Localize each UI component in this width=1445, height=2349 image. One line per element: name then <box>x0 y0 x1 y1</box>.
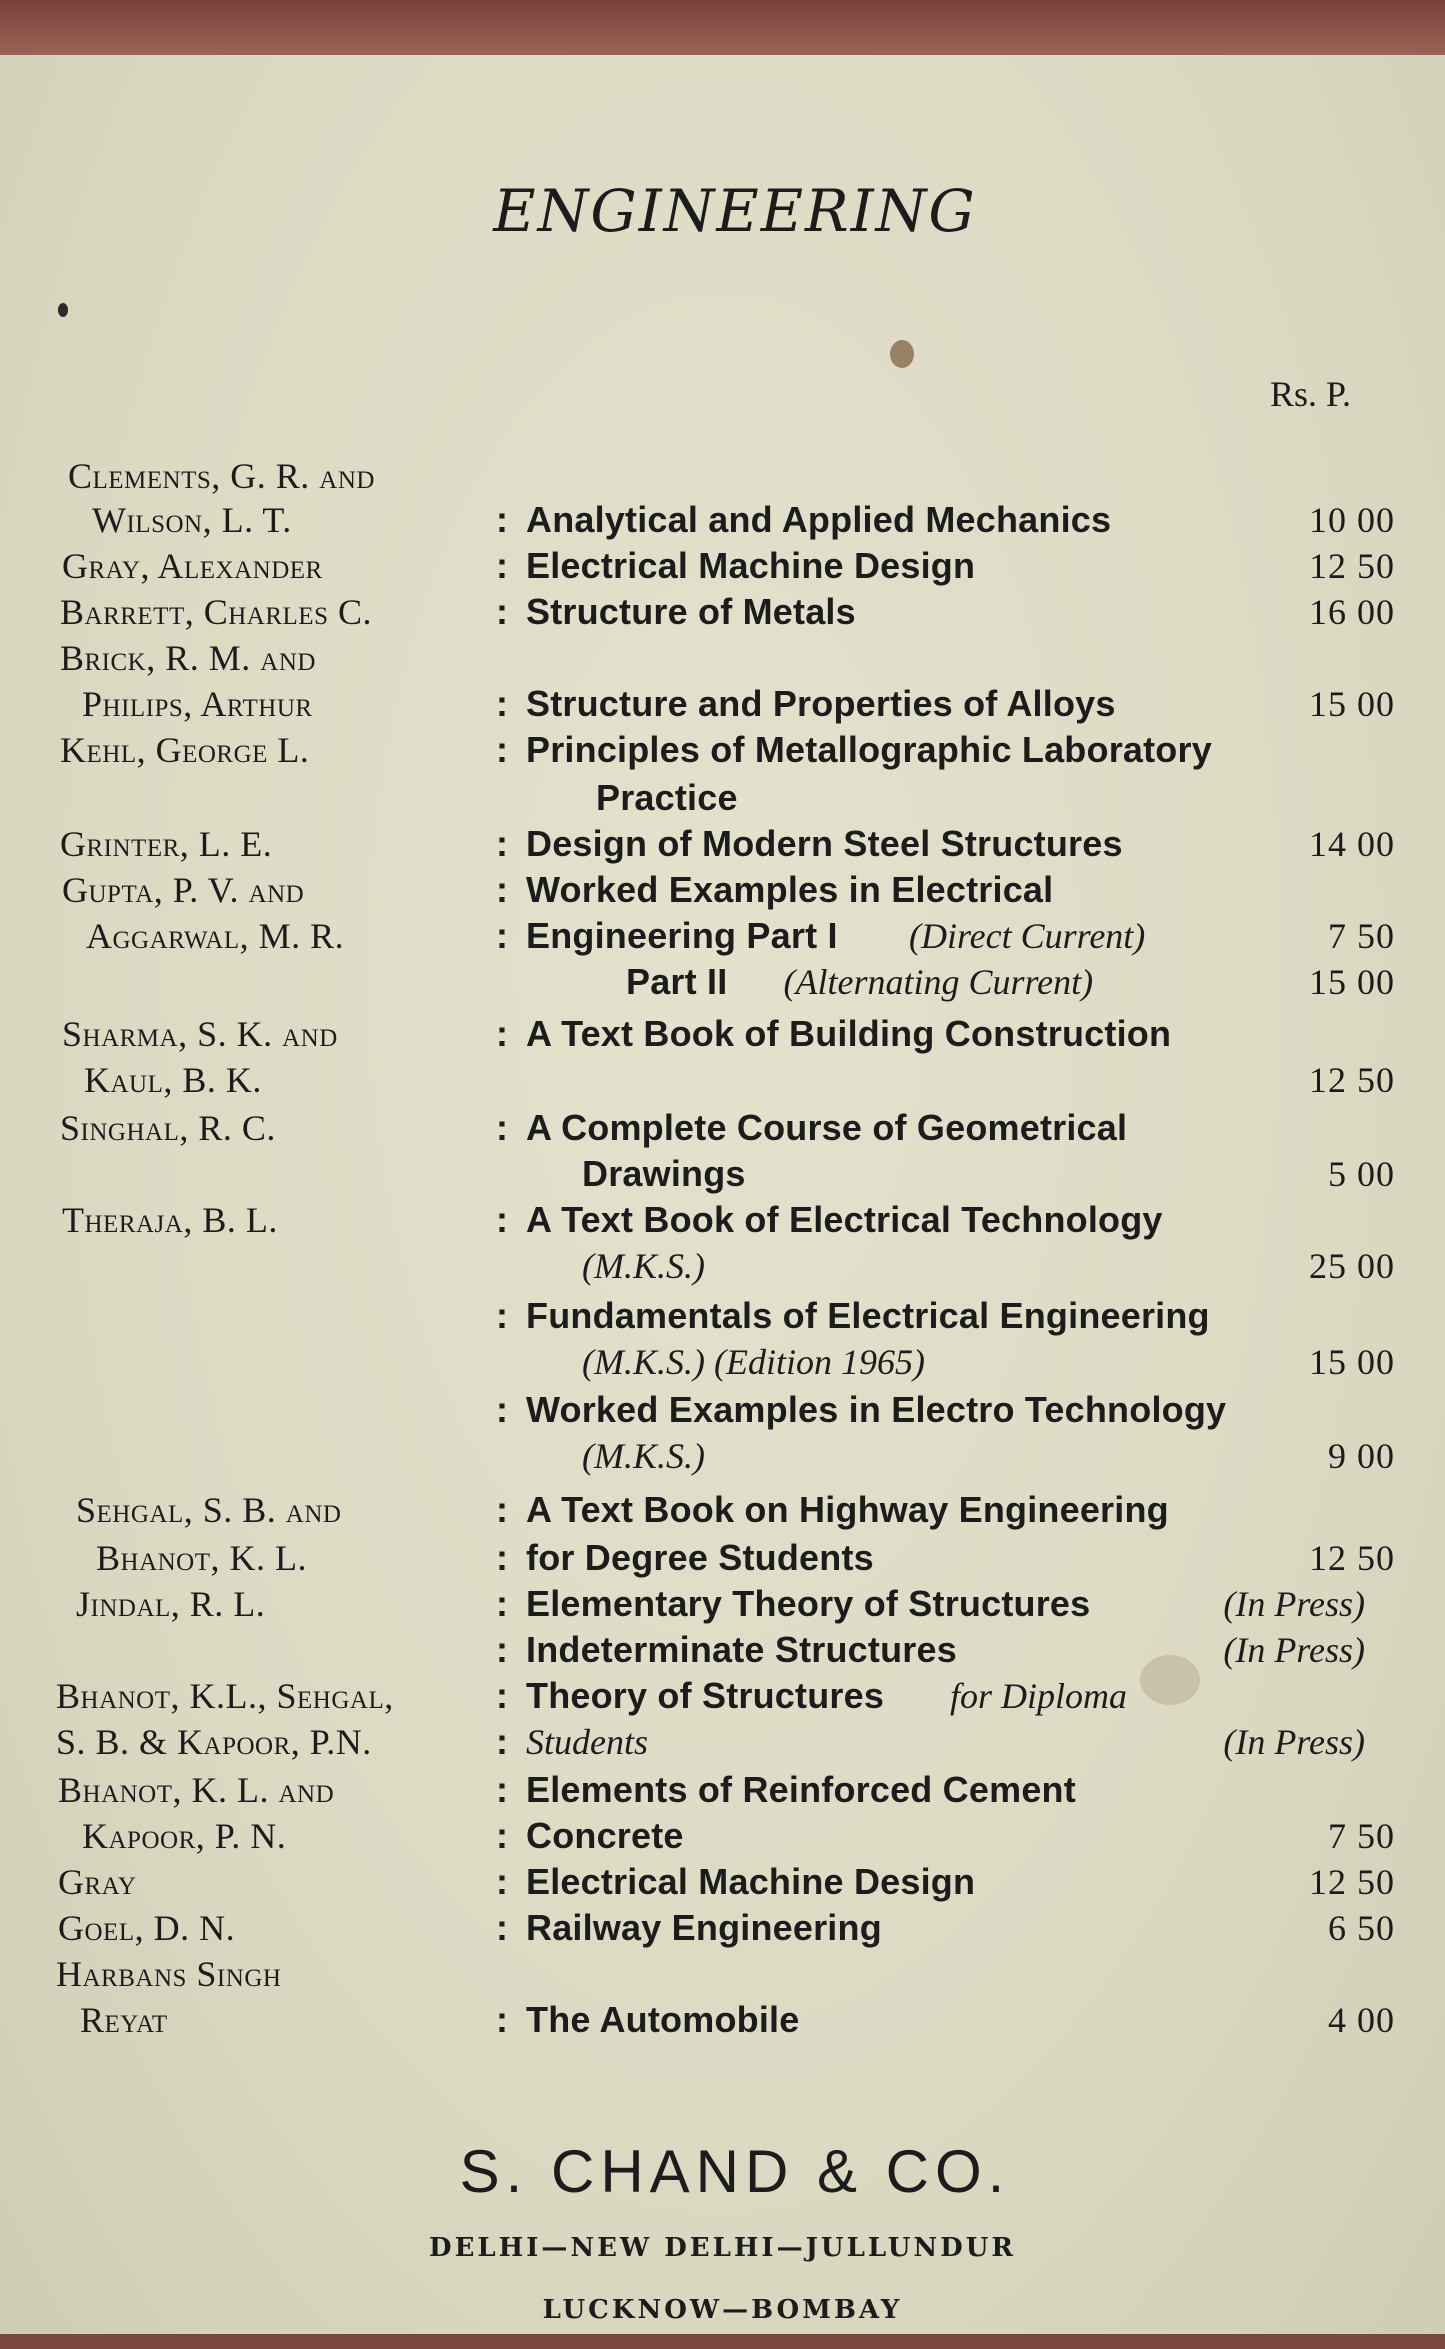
author-name: Kehl, George L. <box>60 730 310 770</box>
author-name: S. B. & Kapoor, P.N. <box>56 1722 372 1762</box>
separator-colon: : <box>496 1489 508 1530</box>
book-title: Engineering Part I <box>526 915 838 956</box>
stain-spot <box>890 340 914 368</box>
separator-colon: : <box>496 1013 508 1054</box>
book-title: A Text Book on Highway Engineering <box>526 1489 1169 1530</box>
catalogue-line <box>0 729 1445 777</box>
author-name: Kapoor, P. N. <box>82 1816 287 1856</box>
catalogue-line <box>0 1153 1445 1201</box>
author-name: Sharma, S. K. and <box>62 1014 338 1054</box>
book-title: Design of Modern Steel Structures <box>526 823 1123 864</box>
catalogue-line <box>0 1629 1445 1677</box>
separator-colon: : <box>496 1675 508 1716</box>
catalogue-line <box>0 545 1445 593</box>
book-title: The Automobile <box>526 1999 800 2040</box>
separator-colon: : <box>496 1389 508 1430</box>
publisher-cities-line-2: LUCKNOW—BOMBAY <box>542 2295 903 2325</box>
book-title: Drawings <box>582 1153 746 1194</box>
book-title: Electrical Machine Design <box>526 545 976 586</box>
book-price: 12 50 <box>1309 546 1395 586</box>
catalogue-line <box>0 1489 1445 1537</box>
author-name: Aggarwal, M. R. <box>86 916 345 956</box>
book-price: 7 50 <box>1328 916 1395 956</box>
book-price: 25 00 <box>1309 1246 1395 1286</box>
separator-colon: : <box>496 1999 508 2040</box>
page-title: ENGINEERING <box>493 177 977 245</box>
book-title: Part II <box>626 961 728 1002</box>
in-press-label: (In Press) <box>1223 1722 1365 1762</box>
catalogue-line <box>0 1583 1445 1631</box>
author-name: Bhanot, K. L. <box>96 1538 307 1578</box>
in-press-label: (In Press) <box>1223 1584 1365 1624</box>
book-edge-bottom <box>0 2334 1445 2349</box>
book-title: A Complete Course of Geometrical <box>526 1107 1128 1148</box>
book-subtitle: (M.K.S.) <box>582 1436 705 1476</box>
book-price: 12 50 <box>1309 1538 1395 1578</box>
separator-colon: : <box>496 545 508 586</box>
catalogue-line <box>0 1013 1445 1061</box>
book-title: Worked Examples in Electro Technology <box>526 1389 1227 1430</box>
separator-colon: : <box>496 1815 508 1856</box>
book-subtitle: (Direct Current) <box>909 916 1146 956</box>
publisher-cities-line-1: DELHI—NEW DELHI—JULLUNDUR <box>429 2233 1016 2263</box>
book-title: Indeterminate Structures <box>526 1629 957 1670</box>
currency-header: Rs. P. <box>1270 374 1352 414</box>
separator-colon: : <box>496 1295 508 1336</box>
book-price: 5 00 <box>1328 1154 1395 1194</box>
book-title: Theory of Structures <box>526 1675 885 1716</box>
catalogue-line <box>0 1107 1445 1155</box>
catalogue-line <box>0 1245 1445 1293</box>
catalogue-line <box>0 499 1445 547</box>
book-price: 6 50 <box>1328 1908 1395 1948</box>
book-title: Concrete <box>526 1815 684 1856</box>
publisher-name: S. CHAND & CO. <box>459 2138 1011 2205</box>
book-title: Electrical Machine Design <box>526 1861 976 1902</box>
book-title: Worked Examples in Electrical <box>526 869 1054 910</box>
author-name: Jindal, R. L. <box>76 1584 266 1624</box>
separator-colon: : <box>496 1861 508 1902</box>
author-name: Brick, R. M. and <box>60 638 316 678</box>
author-name: Sehgal, S. B. and <box>76 1490 342 1530</box>
book-price: 10 00 <box>1309 500 1395 540</box>
catalogue-page <box>0 55 1445 2335</box>
author-name: Singhal, R. C. <box>60 1108 276 1148</box>
author-name: Grinter, L. E. <box>60 824 273 864</box>
author-name: Bhanot, K.L., Sehgal, <box>56 1676 394 1716</box>
author-name: Gray <box>58 1862 137 1902</box>
catalogue-line <box>0 1999 1445 2047</box>
book-price: 7 50 <box>1328 1816 1395 1856</box>
book-price: 15 00 <box>1309 684 1395 724</box>
book-title: Elementary Theory of Structures <box>526 1583 1091 1624</box>
in-press-label: (In Press) <box>1223 1630 1365 1670</box>
catalogue-line <box>0 823 1445 871</box>
book-title: A Text Book of Building Construction <box>526 1013 1172 1054</box>
catalogue-line <box>0 1435 1445 1483</box>
separator-colon: : <box>496 1907 508 1948</box>
book-subtitle: Students <box>526 1722 648 1762</box>
separator-colon: : <box>496 683 508 724</box>
book-title: Fundamentals of Electrical Engineering <box>526 1295 1210 1336</box>
catalogue-line <box>0 1537 1445 1585</box>
stain-spot <box>1140 1655 1200 1705</box>
catalogue-line <box>0 1059 1445 1107</box>
catalogue-line <box>0 1953 1445 2001</box>
book-title: for Degree Students <box>526 1537 874 1578</box>
separator-colon: : <box>496 1629 508 1670</box>
separator-colon: : <box>496 1107 508 1148</box>
catalogue-line <box>0 1295 1445 1343</box>
catalogue-line <box>0 961 1445 1009</box>
book-title: Structure of Metals <box>526 591 856 632</box>
separator-colon: : <box>496 591 508 632</box>
book-title: Structure and Properties of Alloys <box>526 683 1116 724</box>
book-subtitle: for Diploma <box>950 1676 1128 1716</box>
catalogue-line <box>0 1815 1445 1863</box>
book-price: 12 50 <box>1309 1060 1395 1100</box>
book-price: 4 00 <box>1328 2000 1395 2040</box>
book-title: Analytical and Applied Mechanics <box>526 499 1112 540</box>
author-name: Philips, Arthur <box>82 684 313 724</box>
book-title: Elements of Reinforced Cement <box>526 1769 1076 1810</box>
separator-colon: : <box>496 1537 508 1578</box>
separator-colon: : <box>496 729 508 770</box>
catalogue-line <box>0 1389 1445 1437</box>
book-title: Practice <box>596 777 738 818</box>
author-name: Clements, G. R. and <box>68 456 375 496</box>
separator-colon: : <box>496 1199 508 1240</box>
catalogue-line <box>0 1341 1445 1389</box>
catalogue-line <box>0 455 1445 503</box>
author-name: Theraja, B. L. <box>62 1200 278 1240</box>
catalogue-line <box>0 637 1445 685</box>
author-name: Kaul, B. K. <box>84 1060 262 1100</box>
book-price: 12 50 <box>1309 1862 1395 1902</box>
separator-colon: : <box>496 1769 508 1810</box>
catalogue-line <box>0 683 1445 731</box>
catalogue-line <box>0 1861 1445 1909</box>
book-price: 16 00 <box>1309 592 1395 632</box>
catalogue-line <box>0 1769 1445 1817</box>
separator-colon: : <box>496 1721 508 1762</box>
author-name: Harbans Singh <box>56 1954 282 1994</box>
separator-colon: : <box>496 499 508 540</box>
book-title: A Text Book of Electrical Technology <box>526 1199 1163 1240</box>
separator-colon: : <box>496 869 508 910</box>
book-price: 14 00 <box>1309 824 1395 864</box>
author-name: Gupta, P. V. and <box>62 870 305 910</box>
catalogue-line <box>0 1199 1445 1247</box>
separator-colon: : <box>496 915 508 956</box>
catalogue-line <box>0 915 1445 963</box>
book-price: 15 00 <box>1309 962 1395 1002</box>
book-title: Principles of Metallographic Laboratory <box>526 729 1212 770</box>
author-name: Gray, Alexander <box>62 546 323 586</box>
separator-colon: : <box>496 823 508 864</box>
book-subtitle: (M.K.S.) (Edition 1965) <box>582 1342 925 1382</box>
catalogue-line <box>0 1721 1445 1769</box>
catalogue-line <box>0 777 1445 825</box>
catalogue-line <box>0 591 1445 639</box>
catalogue-line <box>0 1675 1445 1723</box>
book-subtitle: (M.K.S.) <box>582 1246 705 1286</box>
book-price: 9 00 <box>1328 1436 1395 1476</box>
ink-speck <box>58 303 68 317</box>
book-price: 15 00 <box>1309 1342 1395 1382</box>
book-title: Railway Engineering <box>526 1907 882 1948</box>
separator-colon: : <box>496 1583 508 1624</box>
author-name: Barrett, Charles C. <box>60 592 372 632</box>
author-name: Wilson, L. T. <box>92 500 292 540</box>
author-name: Bhanot, K. L. and <box>58 1770 335 1810</box>
book-edge-top <box>0 0 1445 60</box>
book-subtitle: (Alternating Current) <box>783 962 1094 1002</box>
author-name: Goel, D. N. <box>58 1908 236 1948</box>
catalogue-line <box>0 869 1445 917</box>
author-name: Reyat <box>80 2000 168 2040</box>
catalogue-line <box>0 1907 1445 1955</box>
